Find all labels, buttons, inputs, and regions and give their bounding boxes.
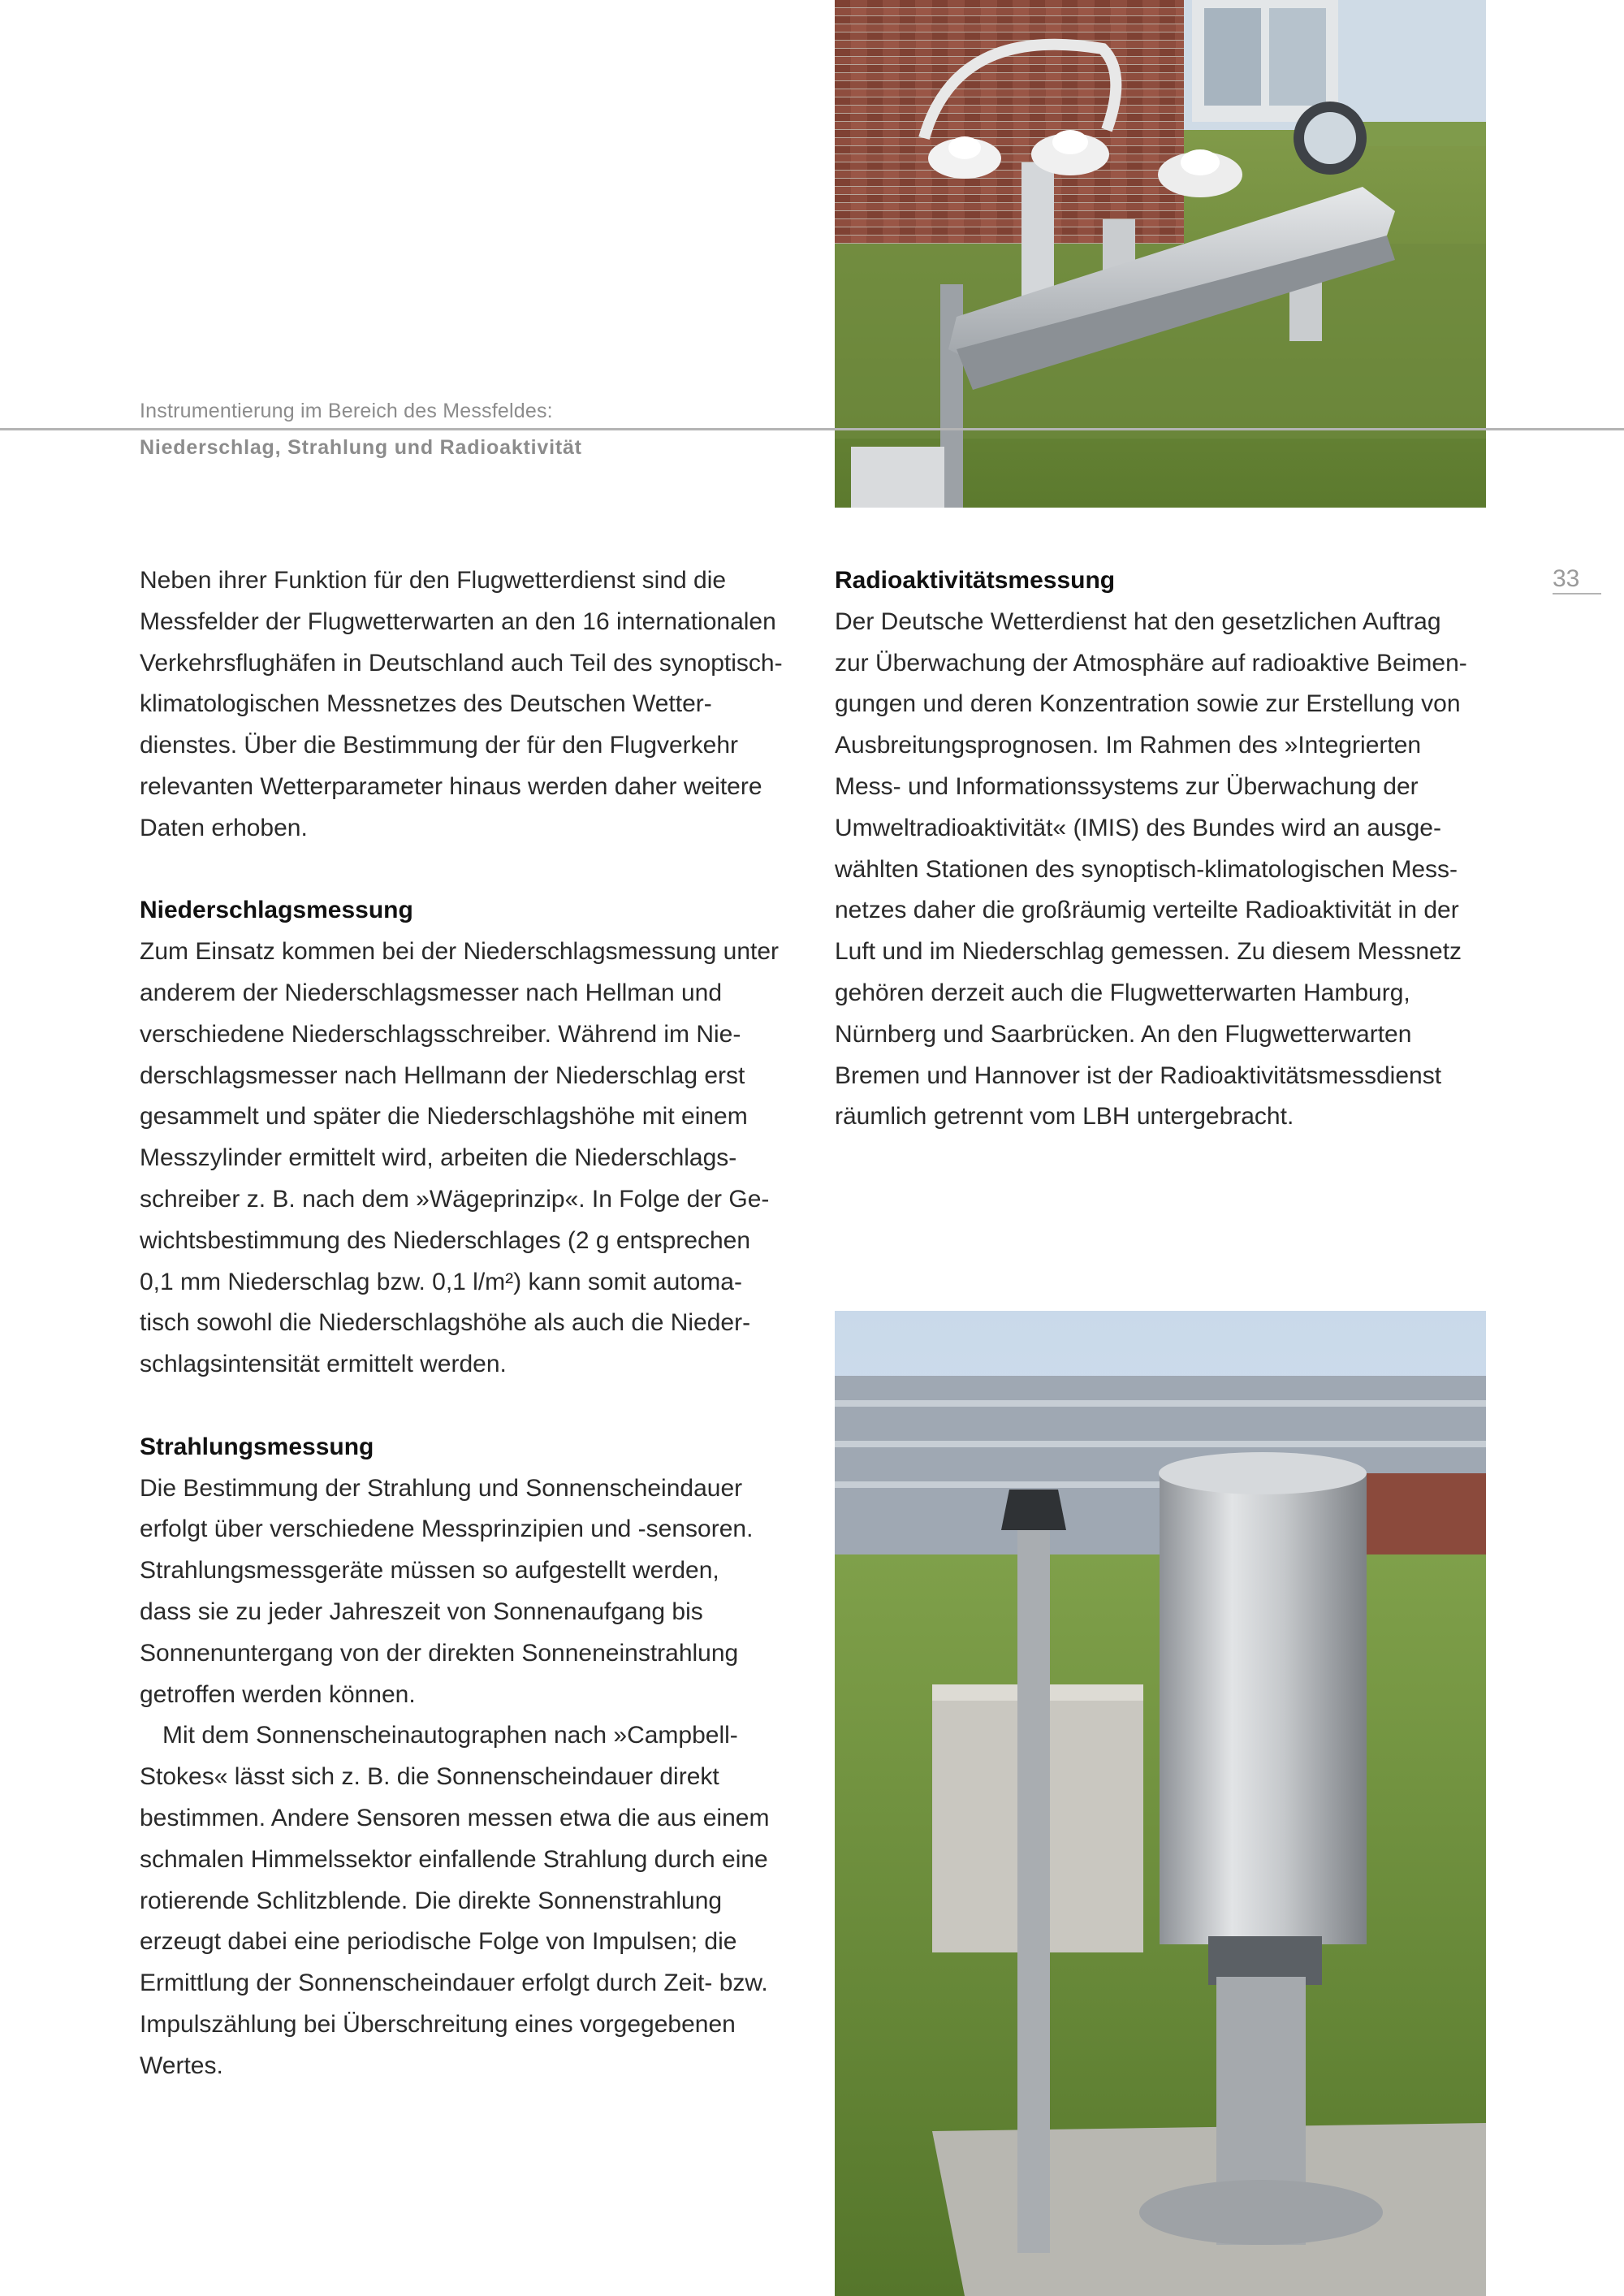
heading-niederschlagsmessung: Niederschlagsmessung bbox=[140, 897, 413, 924]
text-line: tisch sowohl die Niederschlagshöhe als auch die Nieder- bbox=[140, 1309, 751, 1337]
text-line: Impulszählung bei Überschreitung eines vorgegebenen bbox=[140, 2010, 736, 2038]
text-line: gungen und deren Konzentration sowie zur Erstellung von bbox=[835, 690, 1461, 718]
text-line: Neben ihrer Funktion für den Flugwetterdienst sind die bbox=[140, 567, 727, 594]
text-line: räumlich getrennt vom LBH untergebracht. bbox=[835, 1103, 1294, 1131]
heading-strahlungsmessung: Strahlungsmessung bbox=[140, 1433, 374, 1460]
text-line: Zum Einsatz kommen bei der Niederschlagsmessung unter bbox=[140, 938, 780, 966]
text-line: wichtsbestimmung des Niederschlages (2 g entsprechen bbox=[140, 1226, 751, 1254]
text-line: bestimmen. Andere Sensoren messen etwa die aus einem bbox=[140, 1804, 770, 1831]
text-line: Stokes« lässt sich z. B. die Sonnenscheindauer direkt bbox=[140, 1763, 719, 1791]
heading-radioaktivitaetsmessung: Radioaktivitätsmessung bbox=[835, 567, 1116, 594]
text-line: Sonnenuntergang von der direkten Sonneneinstrahlung bbox=[140, 1639, 739, 1667]
text-line: rotierende Schlitzblende. Die direkte Sonnenstrahlung bbox=[140, 1887, 723, 1914]
left-column bbox=[140, 560, 822, 2086]
text-line: dienstes. Über die Bestimmung der für den Flugverkehr bbox=[140, 732, 739, 759]
text-line: verschiedene Niederschlagsschreiber. Während im Nie- bbox=[140, 1020, 741, 1048]
text-line: gehören derzeit auch die Flugwetterwarten Hamburg, bbox=[835, 979, 1410, 1006]
text-line: relevanten Wetterparameter hinaus werden daher weitere bbox=[140, 772, 762, 800]
text-line: erzeugt dabei eine periodische Folge von Impulsen; die bbox=[140, 1928, 737, 1956]
header-rule bbox=[0, 428, 1624, 430]
text-line: Daten erhoben. bbox=[140, 814, 308, 841]
page-number: 33 bbox=[1553, 565, 1580, 592]
text-line: wählten Stationen des synoptisch-klimatologischen Mess- bbox=[835, 855, 1458, 883]
text-line: anderem der Niederschlagsmesser nach Hellman und bbox=[140, 979, 723, 1006]
text-line: schreiber z. B. nach dem »Wägeprinzip«. In Folge der Ge- bbox=[140, 1185, 770, 1213]
text-line: derschlagsmesser nach Hellmann der Niederschlag erst bbox=[140, 1062, 745, 1089]
page-number-underline bbox=[1553, 593, 1601, 595]
text-line: Wertes. bbox=[140, 2052, 223, 2079]
text-line: klimatologischen Messnetzes des Deutschen Wetter- bbox=[140, 690, 712, 718]
text-line: Bremen und Hannover ist der Radioaktivitätsmessdienst bbox=[835, 1062, 1442, 1089]
text-line: Der Deutsche Wetterdienst hat den gesetzlichen Auftrag bbox=[835, 608, 1441, 635]
text-line: Verkehrsflughäfen in Deutschland auch Teil des synoptisch- bbox=[140, 649, 783, 677]
text-line: Ermittlung der Sonnenscheindauer erfolgt durch Zeit- bzw. bbox=[140, 1970, 768, 1997]
text-line: Messfelder der Flugwetterwarten an den 16 internationalen bbox=[140, 608, 776, 635]
text-line: gesammelt und später die Niederschlagshöhe mit einem bbox=[140, 1103, 748, 1131]
text-line: Strahlungsmessgeräte müssen so aufgestellt werden, bbox=[140, 1557, 719, 1585]
photo-precipitation-gauge bbox=[835, 1311, 1486, 2296]
text-line: schlagsintensität ermittelt werden. bbox=[140, 1351, 507, 1378]
right-column bbox=[835, 560, 1509, 1138]
text-line: dass sie zu jeder Jahreszeit von Sonnenaufgang bis bbox=[140, 1598, 703, 1625]
text-line: Ausbreitungsprognosen. Im Rahmen des »Integrierten bbox=[835, 732, 1422, 759]
text-line: Mess- und Informationssystems zur Überwachung der bbox=[835, 772, 1419, 800]
text-line: Luft und im Niederschlag gemessen. Zu diesem Messnetz bbox=[835, 938, 1462, 966]
text-line: schmalen Himmelssektor einfallende Strahlung durch eine bbox=[140, 1845, 768, 1873]
text-line: Mit dem Sonnenscheinautographen nach »Campbell- bbox=[162, 1722, 738, 1749]
text-line: Die Bestimmung der Strahlung und Sonnenscheindauer bbox=[140, 1474, 743, 1502]
text-line: Messzylinder ermittelt wird, arbeiten die Niederschlags- bbox=[140, 1144, 737, 1172]
text-line: getroffen werden können. bbox=[140, 1680, 416, 1708]
text-line: Umweltradioaktivität« (IMIS) des Bundes wird an ausge- bbox=[835, 814, 1441, 841]
section-title: Niederschlag, Strahlung und Radioaktivität bbox=[140, 436, 582, 459]
text-line: erfolgt über verschiedene Messprinzipien und -sensoren. bbox=[140, 1516, 754, 1543]
text-line: zur Überwachung der Atmosphäre auf radioaktive Beimen- bbox=[835, 649, 1467, 677]
text-line: 0,1 mm Niederschlag bzw. 0,1 l/m²) kann somit automa- bbox=[140, 1268, 742, 1295]
text-line: netzes daher die großräumig verteilte Radioaktivität in der bbox=[835, 897, 1459, 924]
text-line: Nürnberg und Saarbrücken. An den Flugwetterwarten bbox=[835, 1020, 1412, 1048]
photo-radiation-sensors bbox=[835, 0, 1486, 508]
section-overline: Instrumentierung im Bereich des Messfeldes: bbox=[140, 400, 553, 422]
